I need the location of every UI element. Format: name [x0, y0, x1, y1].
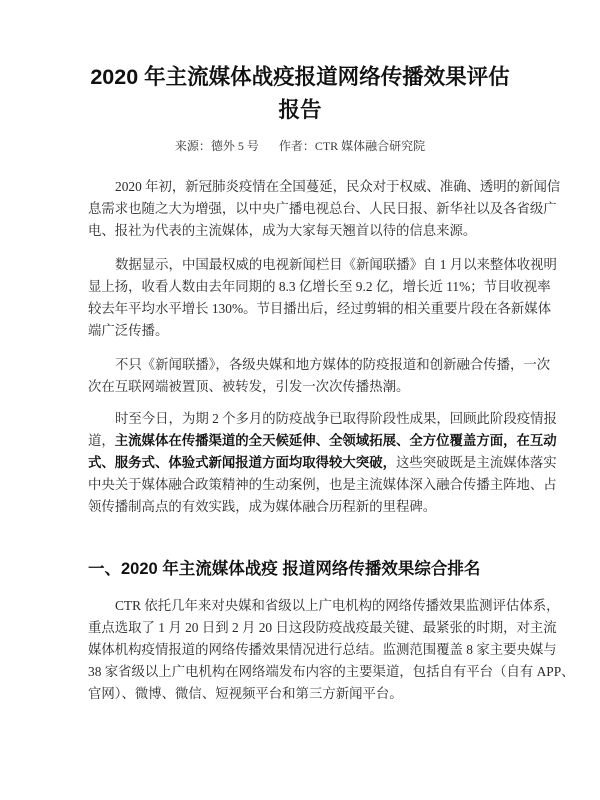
- text-line: 息需求也随之大为增强，以中央广播电视总台、人民日报、新华社以及各省级广: [88, 201, 557, 216]
- paragraph-1: [88, 176, 561, 242]
- text-line: 端广泛传播。: [88, 323, 169, 338]
- document-title: 2020 年主流媒体战疫报道网络传播效果评估: [90, 65, 510, 89]
- text-line: 时至今日，为期 2 个多月的防疫战争已取得阶段性成果，回顾此阶段疫情报: [115, 411, 557, 426]
- document-title-continued: 报告: [278, 98, 322, 122]
- section-heading: 一、2020 年主流媒体战疫 报道网络传播效果综合排名: [88, 560, 481, 578]
- text-line: 重点选取了 1 月 20 日到 2 月 20 日这段防疫战疫最关键、最紧张的时期，对主流: [88, 620, 557, 635]
- text-line: 不只《新闻联播》，各级央媒和地方媒体的防疫报道和创新融合传播，一次: [115, 357, 551, 372]
- text-line: [88, 452, 557, 474]
- text-segment: 道，: [88, 433, 115, 448]
- text-segment: 这些突破既是主流媒体落实: [395, 455, 557, 470]
- bold-text: 式、服务式、体验式新闻报道方面均取得较大突破，: [88, 455, 396, 470]
- byline: [0, 137, 600, 154]
- text-line: 较去年平均水平增长 130%。节目播出后，经过剪辑的相关重要片段在各新媒体: [88, 301, 552, 316]
- text-line: 次在互联网端被置顶、被转发，引发一次次传播热潮。: [88, 379, 410, 394]
- paragraph-2: [88, 254, 557, 342]
- paragraph-4: [88, 408, 557, 518]
- paragraph-3: [88, 354, 551, 398]
- text-line: 显上扬，收看人数由去年同期的 8.3 亿增长至 9.2 亿，增长近 11%；节目收视率: [88, 279, 551, 294]
- text-line: 领传播制高点的有效实践，成为媒体融合历程新的里程碑。: [88, 499, 437, 514]
- text-line: 媒体机构疫情报道的网络传播效果情况进行总结。监测范围覆盖 8 家主要央媒与: [88, 642, 557, 657]
- author: 作者：CTR 媒体融合研究院: [278, 139, 426, 153]
- text-line: [88, 430, 557, 452]
- text-line: 电、报社为代表的主流媒体，成为大家每天翘首以待的信息来源。: [88, 223, 477, 238]
- text-line: 官网）、微博、微信、短视频平台和第三方新闻平台。: [88, 686, 403, 701]
- paragraph-5: [88, 595, 575, 705]
- bold-text: 主流媒体在传播渠道的全天候延伸、全领域拓展、全方位覆盖方面，在互动: [114, 433, 557, 448]
- text-line: 中央关于媒体融合政策精神的生动案例，也是主流媒体深入融合传播主阵地、占: [88, 477, 557, 492]
- source: 来源：德外 5 号: [174, 139, 259, 153]
- text-line: 数据显示，中国最权威的电视新闻栏目《新闻联播》自 1 月以来整体收视明: [115, 257, 557, 272]
- text-line: CTR 依托几年来对央媒和省级以上广电机构的网络传播效果监测评估体系，: [115, 598, 560, 613]
- text-line: 38 家省级以上广电机构在网络端发布内容的主要渠道，包括自有平台（自有 APP、: [88, 664, 575, 679]
- text-line: 2020 年初，新冠肺炎疫情在全国蔓延，民众对于权威、准确、透明的新闻信: [115, 179, 561, 194]
